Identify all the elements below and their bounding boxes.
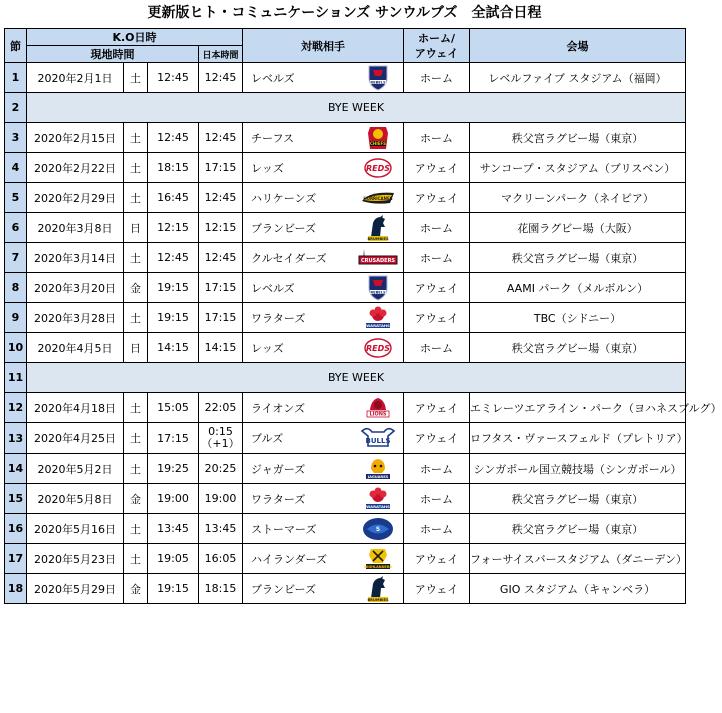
opponent-name: レベルズ: [251, 71, 295, 85]
home-away: ホーム: [404, 243, 470, 273]
opponent-cell: [243, 273, 404, 303]
japan-kickoff-time: [199, 423, 243, 454]
svg-text:BRUMBIES: BRUMBIES: [367, 597, 389, 602]
match-day-of-week: 土: [124, 243, 148, 273]
brumbies-logo: [359, 575, 397, 603]
hurricanes-logo: [359, 184, 397, 212]
venue: フォーサイスバースタジアム（ダニーデン）: [470, 544, 686, 574]
svg-text:S: S: [375, 525, 381, 533]
home-away: ホーム: [404, 123, 470, 153]
opponent-cell: [243, 153, 404, 183]
svg-text:WARATAHS: WARATAHS: [366, 322, 390, 328]
stormers-logo: [359, 515, 397, 543]
japan-kickoff-time: 20:25: [199, 454, 243, 484]
match-date: 2020年2月1日: [27, 63, 124, 93]
match-day-of-week: 土: [124, 454, 148, 484]
match-row: [5, 454, 686, 484]
opponent-cell: [243, 63, 404, 93]
home-away: ホーム: [404, 213, 470, 243]
home-away: ホーム: [404, 514, 470, 544]
opponent-cell: [243, 333, 404, 363]
local-kickoff-time: 12:45: [148, 63, 199, 93]
round-number: 5: [5, 183, 27, 213]
venue: 秩父宮ラグビー場（東京）: [470, 514, 686, 544]
opponent-name: ハリケーンズ: [251, 191, 317, 205]
japan-kickoff-time: 12:45: [199, 243, 243, 273]
match-date: 2020年4月18日: [27, 393, 124, 423]
local-time-header: 現地時間: [27, 46, 199, 63]
svg-text:HIGHLANDERS: HIGHLANDERS: [364, 564, 392, 569]
venue: 秩父宮ラグビー場（東京）: [470, 333, 686, 363]
opponent-cell: [243, 514, 404, 544]
page-title: 更新版ヒト・コミュニケーションズ サンウルブズ 全試合日程: [147, 5, 542, 21]
opponent-wrapper: [243, 154, 403, 182]
rebels-logo: [359, 64, 397, 92]
waratahs-logo: [359, 304, 397, 332]
svg-text:CHIEFS: CHIEFS: [369, 140, 387, 146]
japan-kickoff-next-day: （+1）: [201, 437, 240, 450]
japan-kickoff-time: 17:15: [199, 303, 243, 333]
match-day-of-week: 土: [124, 123, 148, 153]
home-away: ホーム: [404, 63, 470, 93]
venue-header: 会場: [470, 29, 686, 63]
svg-text:REBELS: REBELS: [370, 79, 386, 84]
japan-time-header: 日本時間: [199, 46, 243, 63]
match-day-of-week: 日: [124, 213, 148, 243]
opponent-header: 対戦相手: [243, 29, 404, 63]
opponent-wrapper: [243, 394, 403, 422]
venue: AAMI パーク（メルボルン）: [470, 273, 686, 303]
opponent-name: クルセイダーズ: [251, 251, 327, 265]
bye-row: [5, 93, 686, 123]
svg-text:REDS: REDS: [365, 163, 391, 173]
match-day-of-week: 土: [124, 63, 148, 93]
japan-kickoff-time-main: 0:15: [208, 425, 233, 438]
opponent-cell: [243, 183, 404, 213]
venue: レベルファイブ スタジアム（福岡）: [470, 63, 686, 93]
bye-week-label: BYE WEEK: [27, 363, 686, 393]
opponent-cell: [243, 423, 404, 454]
home-away: アウェイ: [404, 273, 470, 303]
bye-week-label: BYE WEEK: [27, 93, 686, 123]
match-date: 2020年4月25日: [27, 423, 124, 454]
schedule-table: [4, 28, 722, 604]
opponent-wrapper: [243, 515, 403, 543]
homeaway-header: [404, 29, 470, 63]
local-kickoff-time: 19:05: [148, 544, 199, 574]
round-number: 14: [5, 454, 27, 484]
home-away: アウェイ: [404, 544, 470, 574]
match-day-of-week: 土: [124, 153, 148, 183]
japan-kickoff-time: 13:45: [199, 514, 243, 544]
match-row: [5, 273, 686, 303]
svg-text:REDS: REDS: [365, 343, 391, 353]
match-day-of-week: 金: [124, 484, 148, 514]
reds-logo: [359, 154, 397, 182]
match-date: 2020年5月8日: [27, 484, 124, 514]
round-header: 節: [5, 29, 27, 63]
match-day-of-week: 土: [124, 544, 148, 574]
japan-kickoff-time: 12:45: [199, 123, 243, 153]
opponent-wrapper: [243, 304, 403, 332]
jaguares-logo: [359, 455, 397, 483]
venue: GIO スタジアム（キャンベラ）: [470, 574, 686, 604]
match-day-of-week: 金: [124, 273, 148, 303]
match-day-of-week: 土: [124, 514, 148, 544]
opponent-wrapper: [243, 184, 403, 212]
round-number: 15: [5, 484, 27, 514]
japan-kickoff-time: 12:45: [199, 183, 243, 213]
local-kickoff-time: 13:45: [148, 514, 199, 544]
brumbies-logo: [359, 214, 397, 242]
bye-row: [5, 363, 686, 393]
opponent-cell: [243, 574, 404, 604]
match-row: [5, 333, 686, 363]
opponent-name: ブランビーズ: [251, 582, 317, 596]
match-date: 2020年5月2日: [27, 454, 124, 484]
match-row: [5, 123, 686, 153]
venue: 秩父宮ラグビー場（東京）: [470, 243, 686, 273]
lions-logo: [359, 394, 397, 422]
venue: シンガポール国立競技場（シンガポール）: [470, 454, 686, 484]
local-kickoff-time: 17:15: [148, 423, 199, 454]
match-day-of-week: 日: [124, 333, 148, 363]
opponent-wrapper: [243, 575, 403, 603]
local-kickoff-time: 12:45: [148, 243, 199, 273]
match-day-of-week: 土: [124, 303, 148, 333]
venue: 秩父宮ラグビー場（東京）: [470, 123, 686, 153]
match-row: [5, 393, 686, 423]
home-away: アウェイ: [404, 423, 470, 454]
match-row: [5, 423, 686, 454]
reds-logo: [359, 334, 397, 362]
home-away: アウェイ: [404, 153, 470, 183]
home-away: ホーム: [404, 333, 470, 363]
header-row: [5, 29, 686, 46]
opponent-cell: [243, 393, 404, 423]
match-date: 2020年3月8日: [27, 213, 124, 243]
match-date: 2020年5月23日: [27, 544, 124, 574]
waratahs-logo: [359, 485, 397, 513]
home-away: アウェイ: [404, 183, 470, 213]
round-number: 2: [5, 93, 27, 123]
opponent-name: ストーマーズ: [251, 522, 317, 536]
venue: 秩父宮ラグビー場（東京）: [470, 484, 686, 514]
ko-header: K.O日時: [27, 29, 243, 46]
highlanders-logo: [359, 545, 397, 573]
round-number: 1: [5, 63, 27, 93]
svg-text:JAGUARES: JAGUARES: [367, 474, 389, 479]
japan-kickoff-time: 22:05: [199, 393, 243, 423]
svg-text:BULLS: BULLS: [365, 437, 391, 445]
opponent-name: ワラターズ: [251, 311, 306, 325]
japan-kickoff-time: 17:15: [199, 153, 243, 183]
crusaders-logo: [359, 244, 397, 272]
round-number: 3: [5, 123, 27, 153]
match-date: 2020年5月16日: [27, 514, 124, 544]
round-number: 11: [5, 363, 27, 393]
round-number: 18: [5, 574, 27, 604]
opponent-name: チーフス: [251, 131, 295, 145]
local-kickoff-time: 18:15: [148, 153, 199, 183]
round-number: 6: [5, 213, 27, 243]
local-kickoff-time: 12:45: [148, 123, 199, 153]
home-away: アウェイ: [404, 393, 470, 423]
round-number: 7: [5, 243, 27, 273]
match-row: [5, 243, 686, 273]
opponent-cell: [243, 243, 404, 273]
opponent-cell: [243, 213, 404, 243]
match-row: [5, 574, 686, 604]
opponent-wrapper: [243, 455, 403, 483]
japan-kickoff-time: 12:15: [199, 213, 243, 243]
local-kickoff-time: 19:15: [148, 303, 199, 333]
japan-kickoff-time: 17:15: [199, 273, 243, 303]
round-number: 4: [5, 153, 27, 183]
match-row: [5, 303, 686, 333]
match-row: [5, 484, 686, 514]
svg-text:CRUSADERS: CRUSADERS: [360, 257, 396, 264]
match-date: 2020年3月20日: [27, 273, 124, 303]
opponent-wrapper: [243, 545, 403, 573]
match-date: 2020年2月29日: [27, 183, 124, 213]
opponent-wrapper: [243, 64, 403, 92]
match-day-of-week: 土: [124, 423, 148, 454]
svg-text:HURRICANES: HURRICANES: [363, 195, 393, 201]
match-date: 2020年2月15日: [27, 123, 124, 153]
round-number: 10: [5, 333, 27, 363]
local-kickoff-time: 19:15: [148, 273, 199, 303]
round-number: 9: [5, 303, 27, 333]
round-number: 12: [5, 393, 27, 423]
home-away: ホーム: [404, 484, 470, 514]
opponent-name: ジャガーズ: [251, 462, 306, 476]
chiefs-logo: [359, 124, 397, 152]
opponent-name: ワラターズ: [251, 492, 306, 506]
round-number: 13: [5, 423, 27, 454]
rebels-logo: [359, 274, 397, 302]
round-number: 17: [5, 544, 27, 574]
local-kickoff-time: 19:00: [148, 484, 199, 514]
homeaway-header-line2: アウェイ: [414, 46, 459, 60]
venue: サンコープ・スタジアム（ブリスベン）: [470, 153, 686, 183]
local-kickoff-time: 12:15: [148, 213, 199, 243]
match-row: [5, 153, 686, 183]
venue: エミレーツエアライン・パーク（ヨハネスブルグ）: [470, 393, 686, 423]
local-kickoff-time: 16:45: [148, 183, 199, 213]
svg-text:BRUMBIES: BRUMBIES: [367, 236, 389, 241]
local-kickoff-time: 15:05: [148, 393, 199, 423]
opponent-name: ライオンズ: [251, 401, 306, 415]
venue: マクリーンパーク（ネイピア）: [470, 183, 686, 213]
japan-kickoff-time: 16:05: [199, 544, 243, 574]
match-row: [5, 514, 686, 544]
match-date: 2020年4月5日: [27, 333, 124, 363]
match-date: 2020年2月22日: [27, 153, 124, 183]
svg-text:REBELS: REBELS: [370, 289, 386, 294]
local-kickoff-time: 14:15: [148, 333, 199, 363]
match-row: [5, 544, 686, 574]
bulls-logo: [359, 424, 397, 452]
opponent-name: レベルズ: [251, 281, 295, 295]
match-day-of-week: 金: [124, 574, 148, 604]
match-row: [5, 213, 686, 243]
japan-kickoff-time: 14:15: [199, 333, 243, 363]
round-number: 8: [5, 273, 27, 303]
venue: TBC（シドニー）: [470, 303, 686, 333]
opponent-name: ハイランダーズ: [251, 552, 328, 566]
opponent-wrapper: [243, 334, 403, 362]
opponent-cell: [243, 123, 404, 153]
match-row: [5, 63, 686, 93]
japan-kickoff-time: 12:45: [199, 63, 243, 93]
opponent-cell: [243, 303, 404, 333]
opponent-wrapper: [243, 214, 403, 242]
opponent-name: ブルズ: [251, 432, 284, 445]
local-kickoff-time: 19:25: [148, 454, 199, 484]
opponent-name: ブランビーズ: [251, 221, 317, 235]
opponent-cell: [243, 484, 404, 514]
home-away: アウェイ: [404, 303, 470, 333]
match-date: 2020年3月14日: [27, 243, 124, 273]
opponent-wrapper: [243, 244, 403, 272]
opponent-cell: [243, 544, 404, 574]
venue: 花園ラグビー場（大阪）: [470, 213, 686, 243]
match-date: 2020年5月29日: [27, 574, 124, 604]
match-date: 2020年3月28日: [27, 303, 124, 333]
svg-text:WARATAHS: WARATAHS: [366, 503, 390, 509]
opponent-wrapper: [243, 424, 403, 452]
opponent-wrapper: [243, 274, 403, 302]
homeaway-header-line1: ホーム/: [417, 31, 456, 45]
svg-text:LIONS: LIONS: [369, 411, 387, 418]
match-day-of-week: 土: [124, 393, 148, 423]
opponent-cell: [243, 454, 404, 484]
opponent-name: レッズ: [251, 341, 284, 355]
venue: ロフタス・ヴァースフェルド（プレトリア）: [470, 423, 686, 454]
home-away: ホーム: [404, 454, 470, 484]
local-kickoff-time: 19:15: [148, 574, 199, 604]
round-number: 16: [5, 514, 27, 544]
match-row: [5, 183, 686, 213]
opponent-wrapper: [243, 485, 403, 513]
match-day-of-week: 土: [124, 183, 148, 213]
opponent-name: レッズ: [251, 161, 284, 175]
japan-kickoff-time: 18:15: [199, 574, 243, 604]
home-away: アウェイ: [404, 574, 470, 604]
opponent-wrapper: [243, 124, 403, 152]
japan-kickoff-time: 19:00: [199, 484, 243, 514]
